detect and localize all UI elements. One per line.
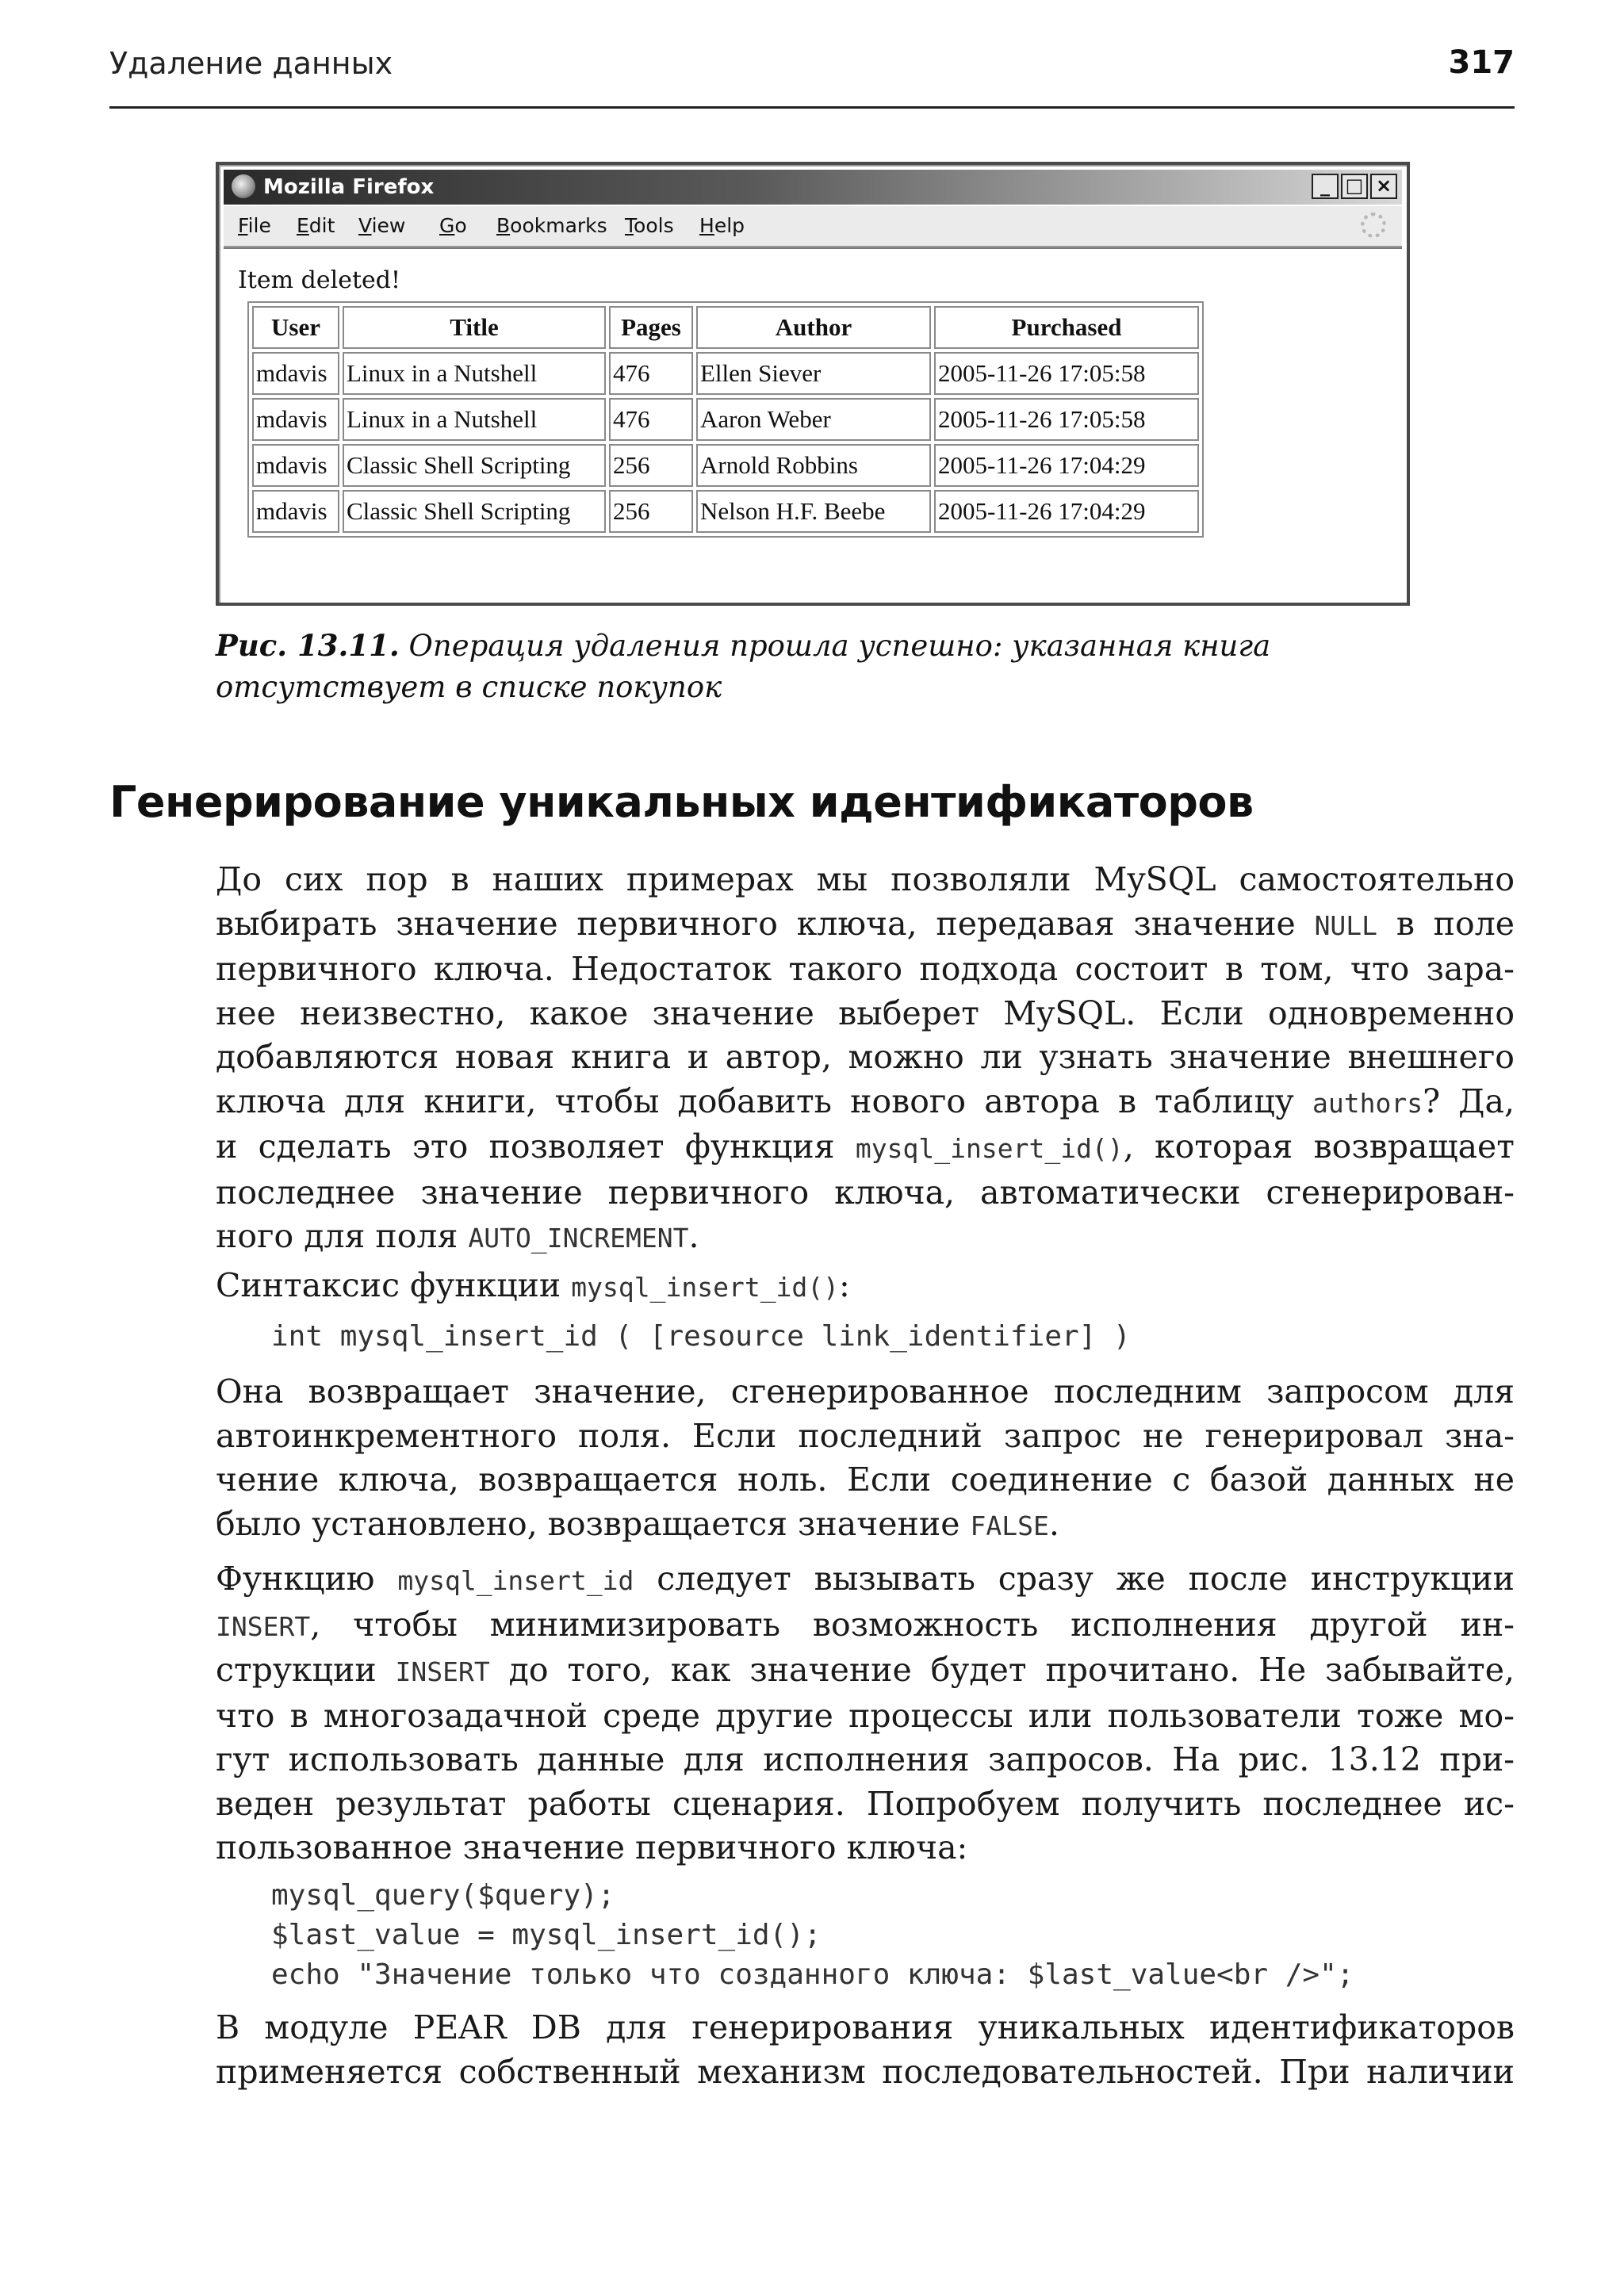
figure-caption bbox=[216, 625, 1405, 708]
column-header-title: Title bbox=[343, 306, 606, 349]
text-line: и сделать это позволяет функция mysql_insert_id(), которая возвращает bbox=[216, 1127, 1515, 1166]
figure-label: Рис. 13.11. bbox=[216, 628, 400, 663]
menu-go[interactable]: Go bbox=[439, 214, 467, 237]
cell-author: Aaron Weber bbox=[696, 398, 931, 441]
text-line: выбирать значение первичного ключа, передавая значение NULL в поле bbox=[216, 904, 1515, 943]
menu-view[interactable]: View bbox=[358, 214, 406, 237]
text-line: первичного ключа. Недостаток такого подхода состоит в том, что зара- bbox=[216, 950, 1515, 988]
cell-author: Nelson H.F. Beebe bbox=[696, 490, 931, 533]
text-line: последнее значение первичного ключа, автоматически сгенерирован- bbox=[216, 1173, 1515, 1212]
paragraph-2 bbox=[216, 1264, 1515, 1310]
caption-line-2: отсутствует в списке покупок bbox=[216, 670, 722, 704]
cell-author: Arnold Robbins bbox=[696, 444, 931, 487]
cell-purchased: 2005-11-26 17:05:58 bbox=[934, 352, 1199, 395]
text-line: чение ключа, возвращается ноль. Если соединение с базой данных не bbox=[216, 1460, 1515, 1499]
code-block-line: $last_value = mysql_insert_id(); bbox=[271, 1919, 822, 1951]
column-header-author: Author bbox=[696, 306, 931, 349]
text-line: струкции INSERT до того, как значение будет прочитано. Не забывайте, bbox=[216, 1651, 1515, 1689]
paragraph-3 bbox=[216, 1370, 1515, 1548]
cell-user: mdavis bbox=[252, 398, 339, 441]
cell-purchased: 2005-11-26 17:04:29 bbox=[934, 444, 1199, 487]
text-line: добавляются новая книга и автор, можно ли узнать значение внешнего bbox=[216, 1038, 1515, 1076]
cell-pages: 256 bbox=[609, 490, 693, 533]
cell-title: Linux in a Nutshell bbox=[343, 352, 606, 395]
page-number: 317 bbox=[1448, 44, 1515, 81]
paragraph-1 bbox=[216, 858, 1515, 1261]
cell-pages: 476 bbox=[609, 398, 693, 441]
text-line: что в многозадачной среде другие процессы или пользователи тоже мо- bbox=[216, 1696, 1515, 1735]
paragraph-5 bbox=[216, 2006, 1515, 2094]
window-titlebar bbox=[224, 170, 1402, 205]
column-header-purchased: Purchased bbox=[934, 306, 1199, 349]
cell-purchased: 2005-11-26 17:05:58 bbox=[934, 398, 1199, 441]
cell-title: Linux in a Nutshell bbox=[343, 398, 606, 441]
menu-bar bbox=[224, 206, 1402, 247]
cell-pages: 476 bbox=[609, 352, 693, 395]
cell-author: Ellen Siever bbox=[696, 352, 931, 395]
minimize-button[interactable]: _ bbox=[1312, 174, 1339, 199]
cell-user: mdavis bbox=[252, 490, 339, 533]
purchases-table bbox=[247, 301, 1204, 538]
text-line: До сих пор в наших примерах мы позволяли MySQL самостоятельно bbox=[216, 860, 1515, 898]
table-row bbox=[252, 444, 1199, 487]
section-heading: Генерирование уникальных идентификаторов bbox=[109, 777, 1254, 827]
text-line: Она возвращает значение, сгенерированное последним запросом для bbox=[216, 1372, 1515, 1411]
paragraph-4 bbox=[216, 1557, 1515, 1870]
text-line: применяется собственный механизм последовательностей. При наличии bbox=[216, 2052, 1515, 2091]
inline-code: NULL bbox=[1314, 909, 1378, 941]
throbber-icon bbox=[1361, 212, 1386, 238]
menu-file[interactable]: File bbox=[238, 214, 271, 237]
text-line: автоинкрементного поля. Если последний запрос не генерировал зна- bbox=[216, 1416, 1515, 1455]
text-line: Функцию mysql_insert_id следует вызывать сразу же после инструкции bbox=[216, 1560, 1515, 1598]
cell-user: mdavis bbox=[252, 352, 339, 395]
caption-line-1: Операция удаления прошла успешно: указанная книга bbox=[399, 629, 1271, 663]
column-header-pages: Pages bbox=[609, 306, 693, 349]
code-block-line: mysql_query($query); bbox=[271, 1879, 615, 1912]
inline-code: AUTO_INCREMENT bbox=[468, 1223, 689, 1254]
text-line: пользованное значение первичного ключа: bbox=[216, 1828, 968, 1866]
cell-title: Classic Shell Scripting bbox=[343, 490, 606, 533]
cell-user: mdavis bbox=[252, 444, 339, 487]
window-title: Mozilla Firefox bbox=[263, 175, 435, 199]
browser-window-screenshot bbox=[216, 162, 1410, 606]
inline-code: FALSE bbox=[970, 1510, 1049, 1541]
code-block-line: int mysql_insert_id ( [resource link_identifier] ) bbox=[271, 1320, 1131, 1353]
running-header-title: Удаление данных bbox=[109, 46, 393, 81]
window-controls bbox=[1312, 174, 1397, 199]
text-line: В модуле PEAR DB для генерирования уникальных идентификаторов bbox=[216, 2008, 1515, 2046]
header-rule bbox=[109, 106, 1515, 109]
table-header-row bbox=[252, 306, 1199, 349]
text-line: ного для поля AUTO_INCREMENT. bbox=[216, 1217, 699, 1255]
maximize-button[interactable]: □ bbox=[1341, 174, 1368, 199]
menu-edit[interactable]: Edit bbox=[297, 214, 335, 237]
menu-tools[interactable]: Tools bbox=[625, 214, 674, 237]
cell-title: Classic Shell Scripting bbox=[343, 444, 606, 487]
table-row bbox=[252, 398, 1199, 441]
text-line: гут использовать данные для исполнения запросов. На рис. 13.12 при- bbox=[216, 1740, 1515, 1778]
table-row bbox=[252, 352, 1199, 395]
text-line: INSERT, чтобы минимизировать возможность исполнения другой ин- bbox=[216, 1605, 1515, 1644]
menu-help[interactable]: Help bbox=[699, 214, 745, 237]
firefox-logo-icon bbox=[232, 174, 255, 198]
status-message: Item deleted! bbox=[238, 266, 401, 294]
cell-purchased: 2005-11-26 17:04:29 bbox=[934, 490, 1199, 533]
code-block-line: echo "Значение только что созданного ключа: $last_value<br />"; bbox=[271, 1958, 1354, 1991]
close-button[interactable]: × bbox=[1370, 174, 1397, 199]
browser-content bbox=[224, 247, 1402, 598]
text-line: нее неизвестно, какое значение выберет MySQL. Если одновременно bbox=[216, 993, 1515, 1032]
table-row bbox=[252, 490, 1199, 533]
column-header-user: User bbox=[252, 306, 339, 349]
inline-code: INSERT bbox=[395, 1656, 490, 1687]
menu-bookmarks[interactable]: Bookmarks bbox=[496, 214, 607, 237]
text-line: веден результат работы сценария. Попробуем получить последнее ис- bbox=[216, 1784, 1515, 1823]
inline-code: mysql_insert_id() bbox=[571, 1272, 840, 1303]
cell-pages: 256 bbox=[609, 444, 693, 487]
inline-code: authors bbox=[1312, 1087, 1423, 1119]
text-line: было установлено, возвращается значение FALSE. bbox=[216, 1504, 1059, 1543]
text-line: ключа для книги, чтобы добавить нового автора в таблицу authors? Да, bbox=[216, 1081, 1515, 1120]
inline-code: mysql_insert_id() bbox=[855, 1133, 1124, 1164]
inline-code: mysql_insert_id bbox=[397, 1565, 634, 1596]
text-line: Синтаксис функции mysql_insert_id(): bbox=[216, 1266, 850, 1304]
inline-code: INSERT bbox=[216, 1610, 311, 1642]
